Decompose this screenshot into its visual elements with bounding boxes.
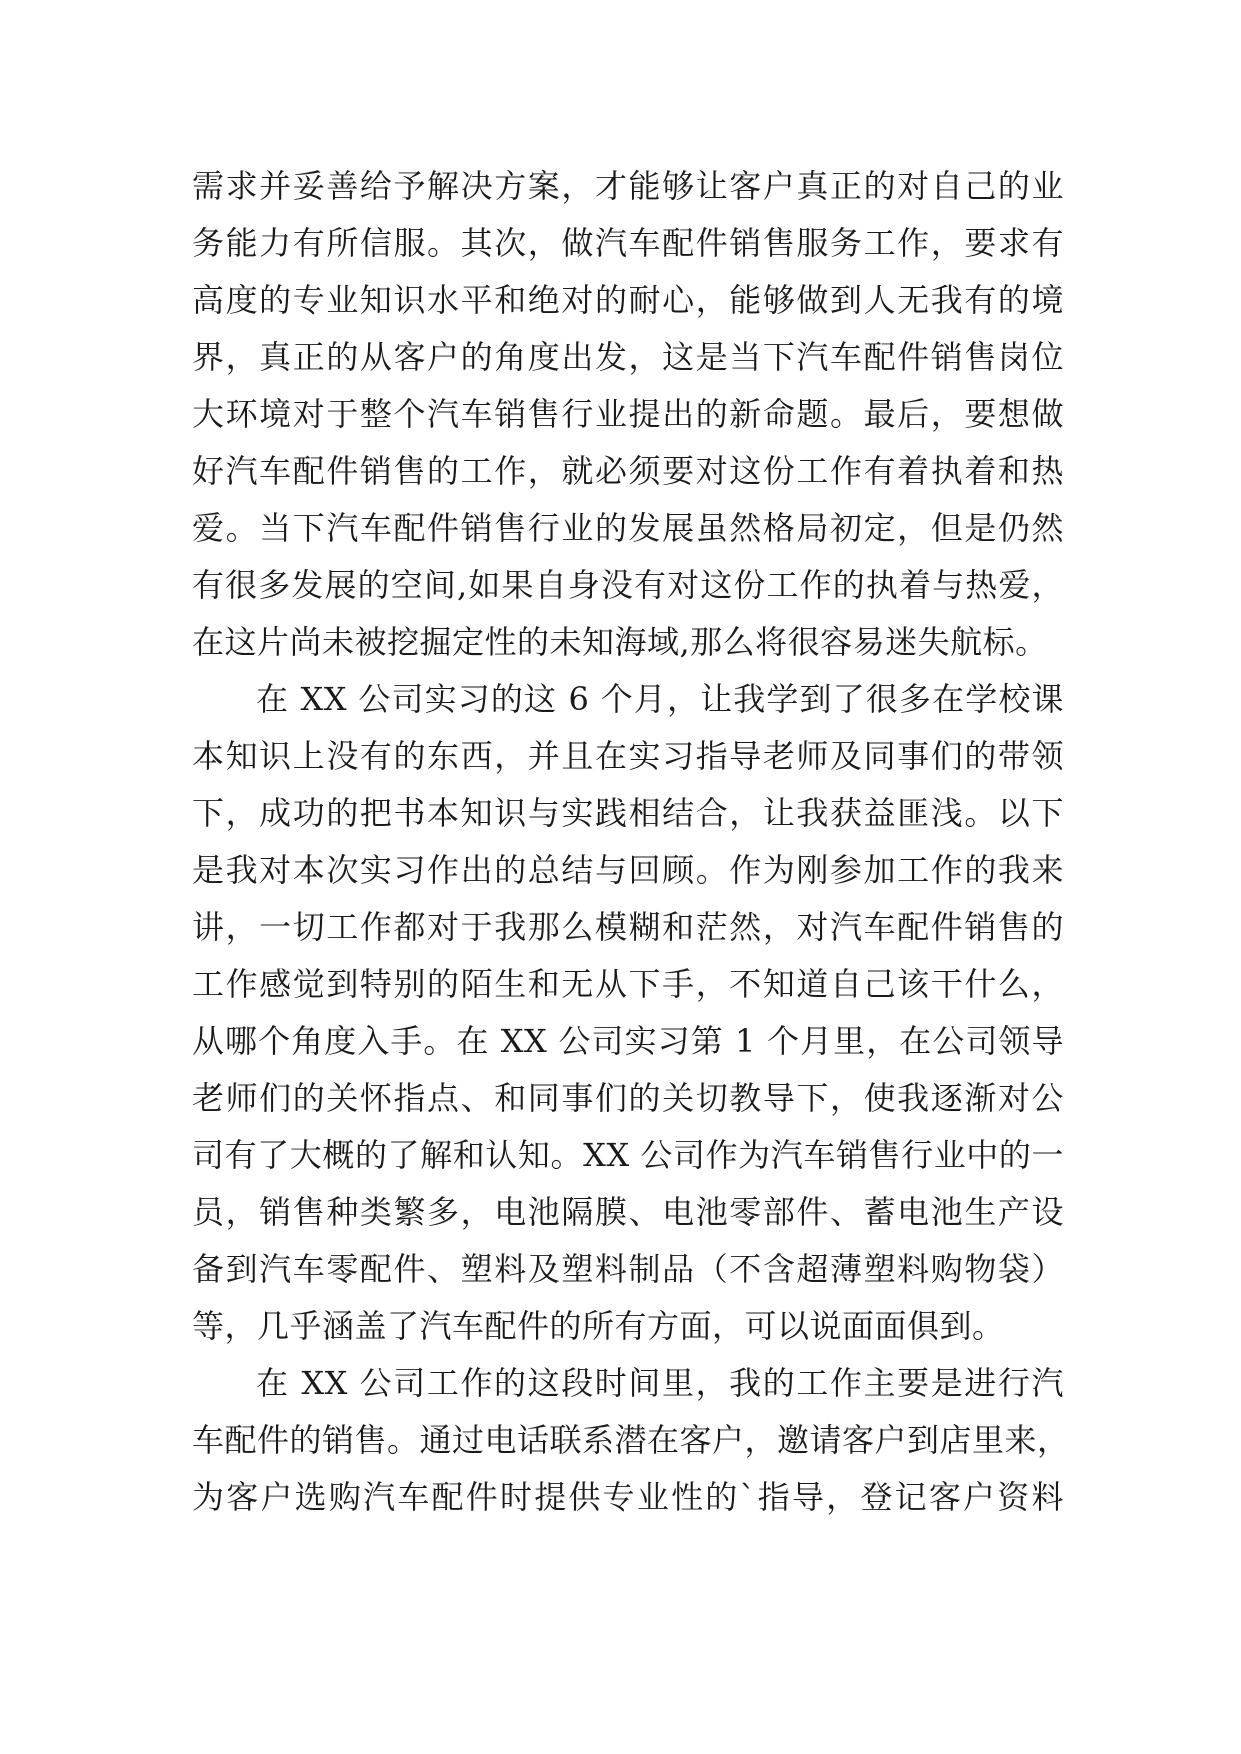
text-line: 备到汽车零配件、塑料及塑料制品（不含超薄塑料购物袋） (192, 1250, 1064, 1288)
text-line: 好汽车配件销售的工作，就必须要对这份工作有着执着和热 (192, 452, 1064, 490)
text-line: 本知识上没有的东西，并且在实习指导老师及同事们的带领 (192, 737, 1064, 775)
paragraph-start-line: 在 XX 公司实习的这 6 个月，让我学到了很多在学校课 (256, 680, 1064, 718)
text-line: 大环境对于整个汽车销售行业提出的新命题。最后，要想做 (192, 395, 1064, 433)
text-line: 务能力有所信服。其次，做汽车配件销售服务工作，要求有 (192, 224, 1064, 262)
text-line: 车配件的销售。通过电话联系潜在客户，邀请客户到店里来， (192, 1421, 1070, 1459)
text-line: 是我对本次实习作出的总结与回顾。作为刚参加工作的我来 (192, 851, 1064, 889)
text-line: 需求并妥善给予解决方案，才能够让客户真正的对自己的业 (192, 167, 1064, 205)
text-line: 为客户选购汽车配件时提供专业性的`指导，登记客户资料 (192, 1478, 1064, 1516)
text-line: 等，几乎涵盖了汽车配件的所有方面，可以说面面俱到。 (192, 1307, 1005, 1345)
text-line: 老师们的关怀指点、和同事们的关切教导下，使我逐渐对公 (192, 1079, 1064, 1117)
text-line: 员，销售种类繁多，电池隔膜、电池零部件、蓄电池生产设 (192, 1193, 1064, 1231)
text-line: 在这片尚未被挖掘定性的未知海域,那么将很容易迷失航标。 (192, 623, 1048, 661)
text-line: 爱。当下汽车配件销售行业的发展虽然格局初定，但是仍然 (192, 509, 1064, 547)
text-line: 工作感觉到特别的陌生和无从下手，不知道自己该干什么， (192, 965, 1064, 1003)
paragraph-start-line: 在 XX 公司工作的这段时间里，我的工作主要是进行汽 (256, 1364, 1064, 1402)
body-text (192, 158, 1070, 1526)
text-line: 有很多发展的空间,如果自身没有对这份工作的执着与热爱， (192, 566, 1064, 604)
text-line: 界，真正的从客户的角度出发，这是当下汽车配件销售岗位 (192, 338, 1064, 376)
text-line: 高度的专业知识水平和绝对的耐心，能够做到人无我有的境 (192, 281, 1064, 319)
text-line: 司有了大概的了解和认知。XX 公司作为汽车销售行业中的一 (192, 1136, 1064, 1174)
text-line: 讲，一切工作都对于我那么模糊和茫然，对汽车配件销售的 (192, 908, 1064, 946)
text-line: 下，成功的把书本知识与实践相结合，让我获益匪浅。以下 (192, 794, 1064, 832)
text-line: 从哪个角度入手。在 XX 公司实习第 1 个月里，在公司领导 (192, 1022, 1064, 1060)
